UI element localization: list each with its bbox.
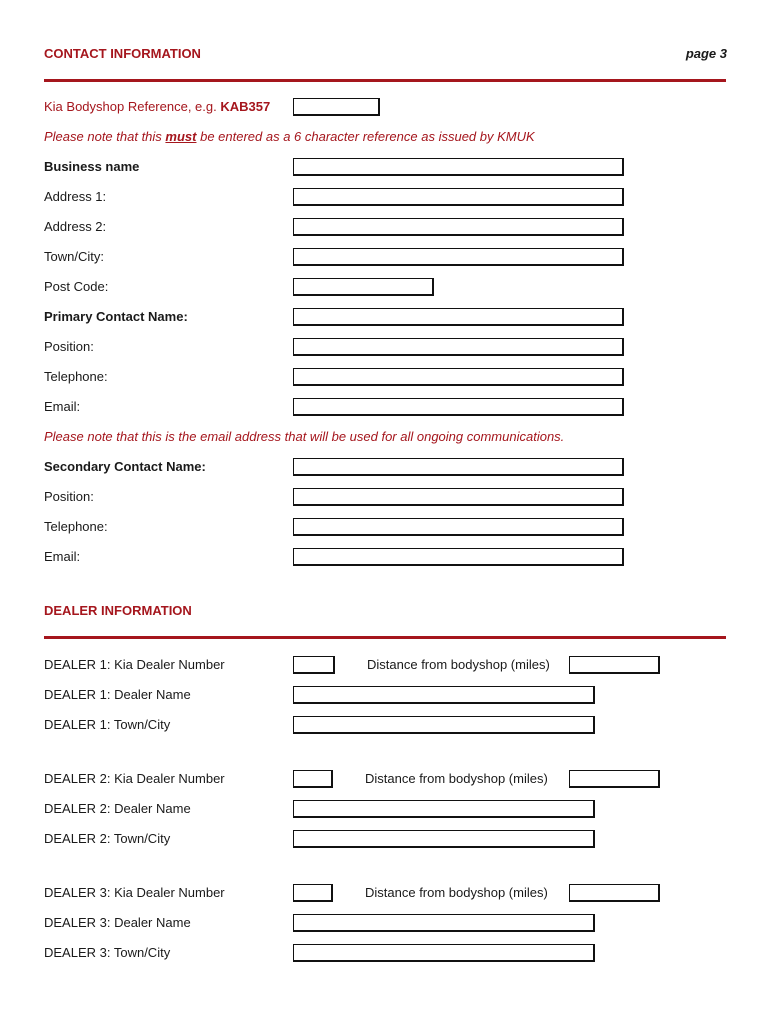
ref-example: KAB357 bbox=[220, 99, 271, 114]
primary-contact-label: Primary Contact Name: bbox=[44, 309, 188, 324]
dealer3-town-label: DEALER 3: Town/City bbox=[44, 945, 171, 960]
email-note: Please note that this is the email address that will be used for all ongoing communications. bbox=[44, 429, 565, 444]
email2-input[interactable] bbox=[293, 548, 624, 566]
dealer-section-title: DEALER INFORMATION bbox=[44, 603, 192, 618]
contact-divider bbox=[44, 79, 726, 82]
telephone2-input[interactable] bbox=[293, 518, 624, 536]
dealer3-name-input[interactable] bbox=[293, 914, 595, 932]
position2-label: Position: bbox=[44, 489, 94, 504]
dealer2-name-label: DEALER 2: Dealer Name bbox=[44, 801, 191, 816]
dealer2-number-label: DEALER 2: Kia Dealer Number bbox=[44, 771, 225, 786]
dealer1-distance-input[interactable] bbox=[569, 656, 660, 674]
dealer1-number-input[interactable] bbox=[293, 656, 335, 674]
position-label: Position: bbox=[44, 339, 94, 354]
address1-input[interactable] bbox=[293, 188, 624, 206]
dealer3-distance-label: Distance from bodyshop (miles) bbox=[365, 885, 548, 900]
postcode-input[interactable] bbox=[293, 278, 434, 296]
ref-label-text: Kia Bodyshop Reference, e.g. bbox=[44, 99, 221, 114]
email-label: Email: bbox=[44, 399, 81, 414]
ref-note-must: must bbox=[165, 129, 197, 144]
ref-note-post: be entered as a 6 character reference as issued by KMUK bbox=[196, 129, 535, 144]
business-name-label: Business name bbox=[44, 159, 140, 174]
ref-label bbox=[44, 99, 270, 115]
business-name-input[interactable] bbox=[293, 158, 624, 176]
dealer1-town-label: DEALER 1: Town/City bbox=[44, 717, 171, 732]
town-input[interactable] bbox=[293, 248, 624, 266]
telephone-input[interactable] bbox=[293, 368, 624, 386]
address1-label: Address 1: bbox=[44, 189, 107, 204]
dealer3-number-label: DEALER 3: Kia Dealer Number bbox=[44, 885, 225, 900]
dealer-divider bbox=[44, 636, 726, 639]
address2-input[interactable] bbox=[293, 218, 624, 236]
position2-input[interactable] bbox=[293, 488, 624, 506]
ref-note bbox=[44, 129, 535, 145]
dealer1-number-label: DEALER 1: Kia Dealer Number bbox=[44, 657, 225, 672]
dealer2-town-input[interactable] bbox=[293, 830, 595, 848]
primary-contact-input[interactable] bbox=[293, 308, 624, 326]
email2-label: Email: bbox=[44, 549, 81, 564]
ref-note-pre: Please note that this bbox=[44, 129, 166, 144]
dealer1-name-input[interactable] bbox=[293, 686, 595, 704]
town-label: Town/City: bbox=[44, 249, 104, 264]
page-number: page 3 bbox=[685, 46, 727, 61]
telephone-label: Telephone: bbox=[44, 369, 108, 384]
dealer2-name-input[interactable] bbox=[293, 800, 595, 818]
dealer2-town-label: DEALER 2: Town/City bbox=[44, 831, 171, 846]
dealer2-distance-input[interactable] bbox=[569, 770, 660, 788]
address2-label: Address 2: bbox=[44, 219, 107, 234]
dealer1-name-label: DEALER 1: Dealer Name bbox=[44, 687, 191, 702]
bodyshop-reference-input[interactable] bbox=[293, 98, 380, 116]
postcode-label: Post Code: bbox=[44, 279, 109, 294]
dealer1-town-input[interactable] bbox=[293, 716, 595, 734]
contact-section-title: CONTACT INFORMATION bbox=[44, 46, 201, 61]
dealer2-number-input[interactable] bbox=[293, 770, 333, 788]
email-input[interactable] bbox=[293, 398, 624, 416]
dealer1-distance-label: Distance from bodyshop (miles) bbox=[367, 657, 550, 672]
dealer3-distance-input[interactable] bbox=[569, 884, 660, 902]
dealer3-town-input[interactable] bbox=[293, 944, 595, 962]
dealer3-number-input[interactable] bbox=[293, 884, 333, 902]
secondary-contact-input[interactable] bbox=[293, 458, 624, 476]
secondary-contact-label: Secondary Contact Name: bbox=[44, 459, 206, 474]
telephone2-label: Telephone: bbox=[44, 519, 108, 534]
position-input[interactable] bbox=[293, 338, 624, 356]
dealer2-distance-label: Distance from bodyshop (miles) bbox=[365, 771, 548, 786]
dealer3-name-label: DEALER 3: Dealer Name bbox=[44, 915, 191, 930]
